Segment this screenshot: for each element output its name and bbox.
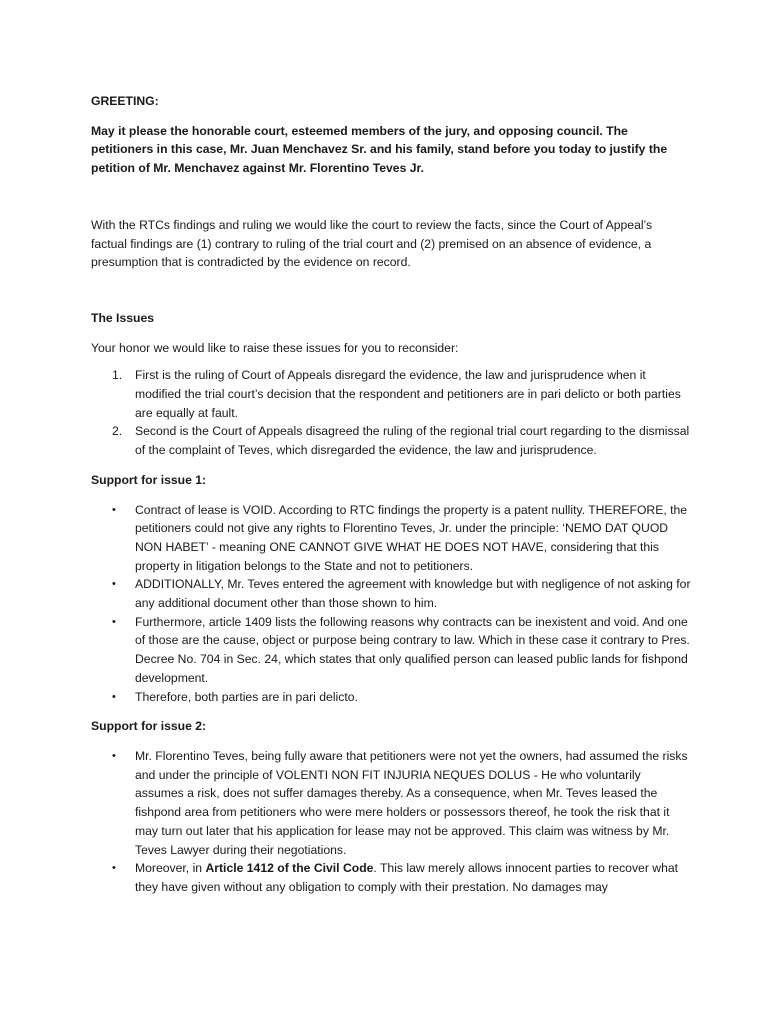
list-item-text: Contract of lease is VOID. According to RTC findings the property is a patent nullity. THEREFORE, the petitioners could not give any rights to Florentino Teves, Jr. under the principle: ‘NEMO DAT QUOD NON HABET’ - meaning ONE CANNOT GIVE WHAT HE DOES NOT HAVE, considering that this property in litigation belongs to the State and not to petitioners. (135, 502, 688, 573)
list-item (91, 575, 691, 612)
document-page (91, 92, 691, 908)
greeting-heading: GREETING: (91, 94, 159, 108)
support-issue-1-heading: Support for issue 1: (91, 472, 207, 487)
bullet-icon: • (112, 690, 116, 703)
list-item (91, 688, 691, 707)
bullet-icon: • (112, 615, 116, 628)
list-number: 2. (112, 424, 123, 439)
bullet-icon: • (112, 862, 116, 875)
support-issue-2-heading: Support for issue 2: (91, 719, 207, 734)
list-item (91, 747, 691, 859)
bullet-icon: • (112, 503, 116, 516)
list-item (91, 501, 691, 576)
list-item (91, 613, 691, 688)
list-item-text: ADDITIONALLY, Mr. Teves entered the agreement with knowledge but with negligence of not asking for any additional document other than those shown to him. (135, 577, 691, 611)
article-reference: Article 1412 of the Civil Code (205, 861, 374, 876)
issues-list (91, 366, 691, 460)
list-item (91, 366, 691, 422)
intro-paragraph: May it please the honorable court, esteemed members of the jury, and opposing council. The petitioners in this case, Mr. Juan Menchavez Sr. and his family, stand before you today to justify the petition of Mr. Menchavez against Mr. Florentino Teves Jr. (91, 123, 668, 176)
issues-heading: The Issues (91, 310, 154, 325)
findings-paragraph: With the RTCs findings and ruling we would like the court to review the facts, since the Court of Appeal’s factual findings are (1) contrary to ruling of the trial court and (2) premised on an absence of evidence, a presumption that is contradicted by the evidence on record. (91, 217, 653, 270)
bullet-icon: • (112, 578, 116, 591)
list-item-text: Therefore, both parties are in pari delicto. (135, 689, 358, 704)
list-item (91, 422, 691, 459)
list-number: 1. (112, 368, 123, 383)
list-item-text: Mr. Florentino Teves, being fully aware that petitioners were not yet the owners, had assumed the risks and under the principle of VOLENTI NON FIT INJURIA NEQUES DOLUS - He who voluntarily assumes a risk, does not suffer damages thereby. As a consequence, when Mr. Teves leased the fishpond area from petitioners who were mere holders or possessors thereof, he took the risk that it may turn out later that his application for lease may not be approved. This claim was witness by Mr. Teves Lawyer during their negotiations. (135, 748, 688, 857)
support-issue-1-list (91, 501, 691, 707)
support-issue-2-list (91, 747, 691, 897)
list-item-text: Furthermore, article 1409 lists the following reasons why contracts can be inexistent and void. And one of those are the cause, object or purpose being contrary to law. Which in these case it contrary to Pres. Decree No. 704 in Sec. 24, which states that only qualified person can leased public lands for fishpond development. (135, 614, 690, 685)
bullet-icon: • (112, 749, 116, 762)
list-item-text-pre: Moreover, in (135, 861, 206, 876)
issues-lead: Your honor we would like to raise these issues for you to reconsider: (91, 340, 459, 355)
list-item-text: First is the ruling of Court of Appeals disregard the evidence, the law and jurisprudence when it modified the trial court’s decision that the respondent and petitioners are in pari delicto or both parties are equally at fault. (135, 368, 681, 420)
list-item-text-post: . This law merely allows innocent parties to recover what they have given without any obligation to comply with their prestation. No damages may (135, 861, 679, 894)
list-item (91, 859, 691, 896)
list-item-text: Second is the Court of Appeals disagreed the ruling of the regional trial court regarding to the dismissal of the complaint of Teves, which disregarded the evidence, the law and jurisprudence. (135, 424, 690, 458)
